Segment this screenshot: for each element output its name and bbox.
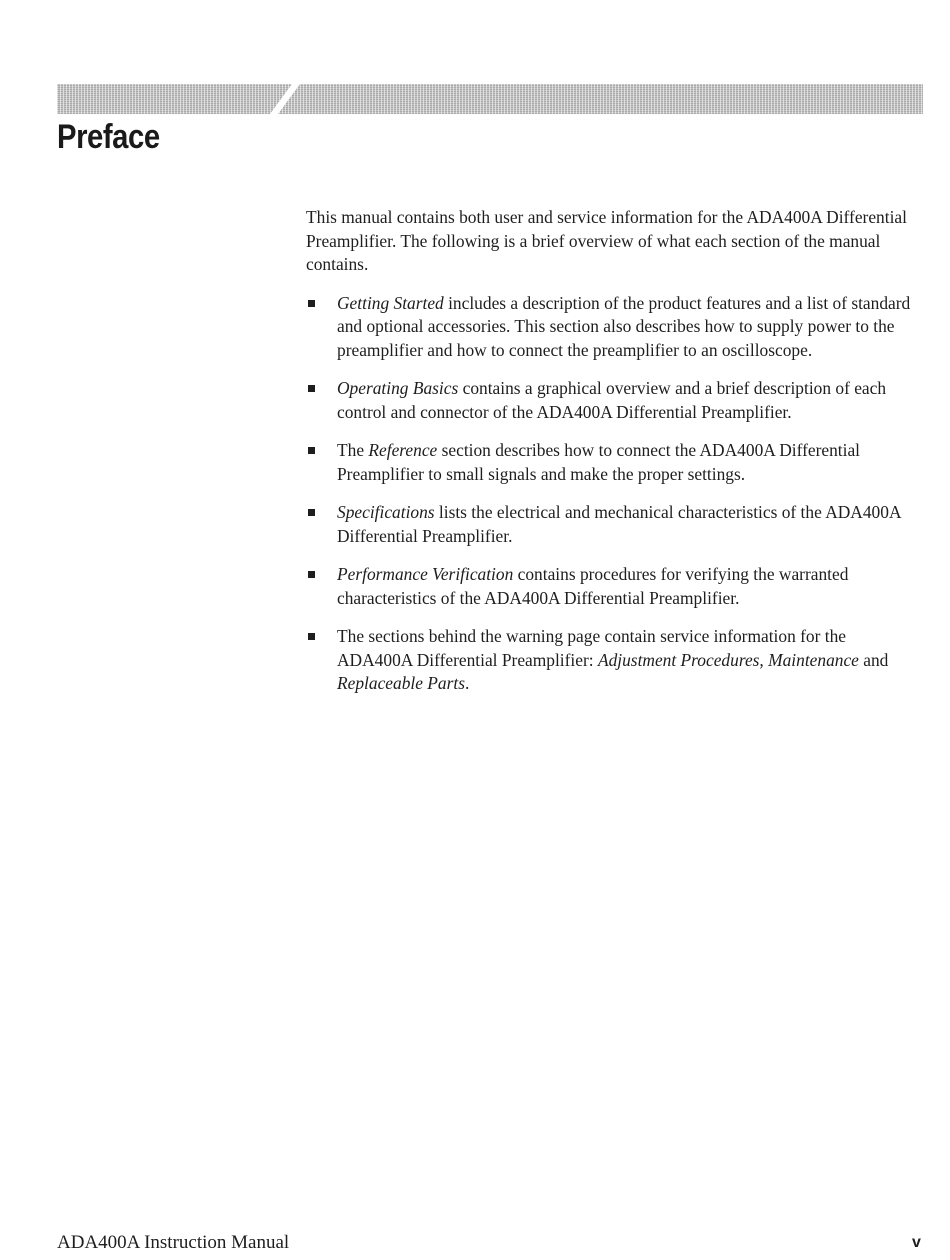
footer-page-number: v [912, 1234, 921, 1251]
section-name: Operating Basics [337, 378, 459, 398]
square-bullet-icon [308, 447, 315, 454]
list-item [306, 563, 920, 610]
list-item [306, 292, 920, 363]
item-text: contains procedures for verifying the warranted characteristics of the ADA400A Differential Preamplifier. [337, 564, 849, 608]
list-item [306, 439, 920, 486]
section-list [306, 292, 920, 696]
section-name: Specifications [337, 502, 435, 522]
square-bullet-icon [308, 300, 315, 307]
item-prefix: The [337, 440, 369, 460]
header-band-slash [270, 84, 300, 114]
list-item [306, 377, 920, 424]
item-connector: and [858, 649, 889, 670]
main-content [306, 206, 920, 711]
section-name: Reference [368, 440, 438, 460]
item-prefix: The sections behind the warning page contain service information for the ADA400A Differential Preamplifier: [337, 626, 846, 670]
header-band [57, 84, 923, 114]
item-text: . [464, 673, 470, 693]
intro-paragraph: This manual contains both user and service information for the ADA400A Differential Preamplifier. The following is a brief overview of what each section of the manual contains. [306, 207, 907, 274]
section-name: Adjustment Procedures, Maintenance [597, 649, 859, 670]
footer-manual-title: ADA400A Instruction Manual [57, 1232, 290, 1253]
list-item [306, 625, 920, 696]
square-bullet-icon [308, 509, 315, 516]
item-text: section describes how to connect the ADA400A Differential Preamplifier to small signals and make the proper settings. [337, 440, 861, 484]
section-name: Getting Started [337, 292, 444, 313]
item-text: lists the electrical and mechanical characteristics of the ADA400A Differential Preamplifier. [337, 502, 901, 546]
square-bullet-icon [308, 633, 315, 640]
page-title: Preface [57, 118, 160, 156]
item-text: contains a graphical overview and a brief description of each control and connector of the ADA400A Differential Preamplifier. [337, 378, 887, 422]
section-name: Replaceable Parts [337, 673, 465, 693]
section-name: Performance Verification [337, 564, 514, 584]
square-bullet-icon [308, 385, 315, 392]
square-bullet-icon [308, 571, 315, 578]
item-text: includes a description of the product features and a list of standard and optional accessories. This section also describes how to supply power to the preamplifier and how to connect the preamplifier to an oscilloscope. [337, 292, 911, 360]
list-item [306, 501, 920, 548]
